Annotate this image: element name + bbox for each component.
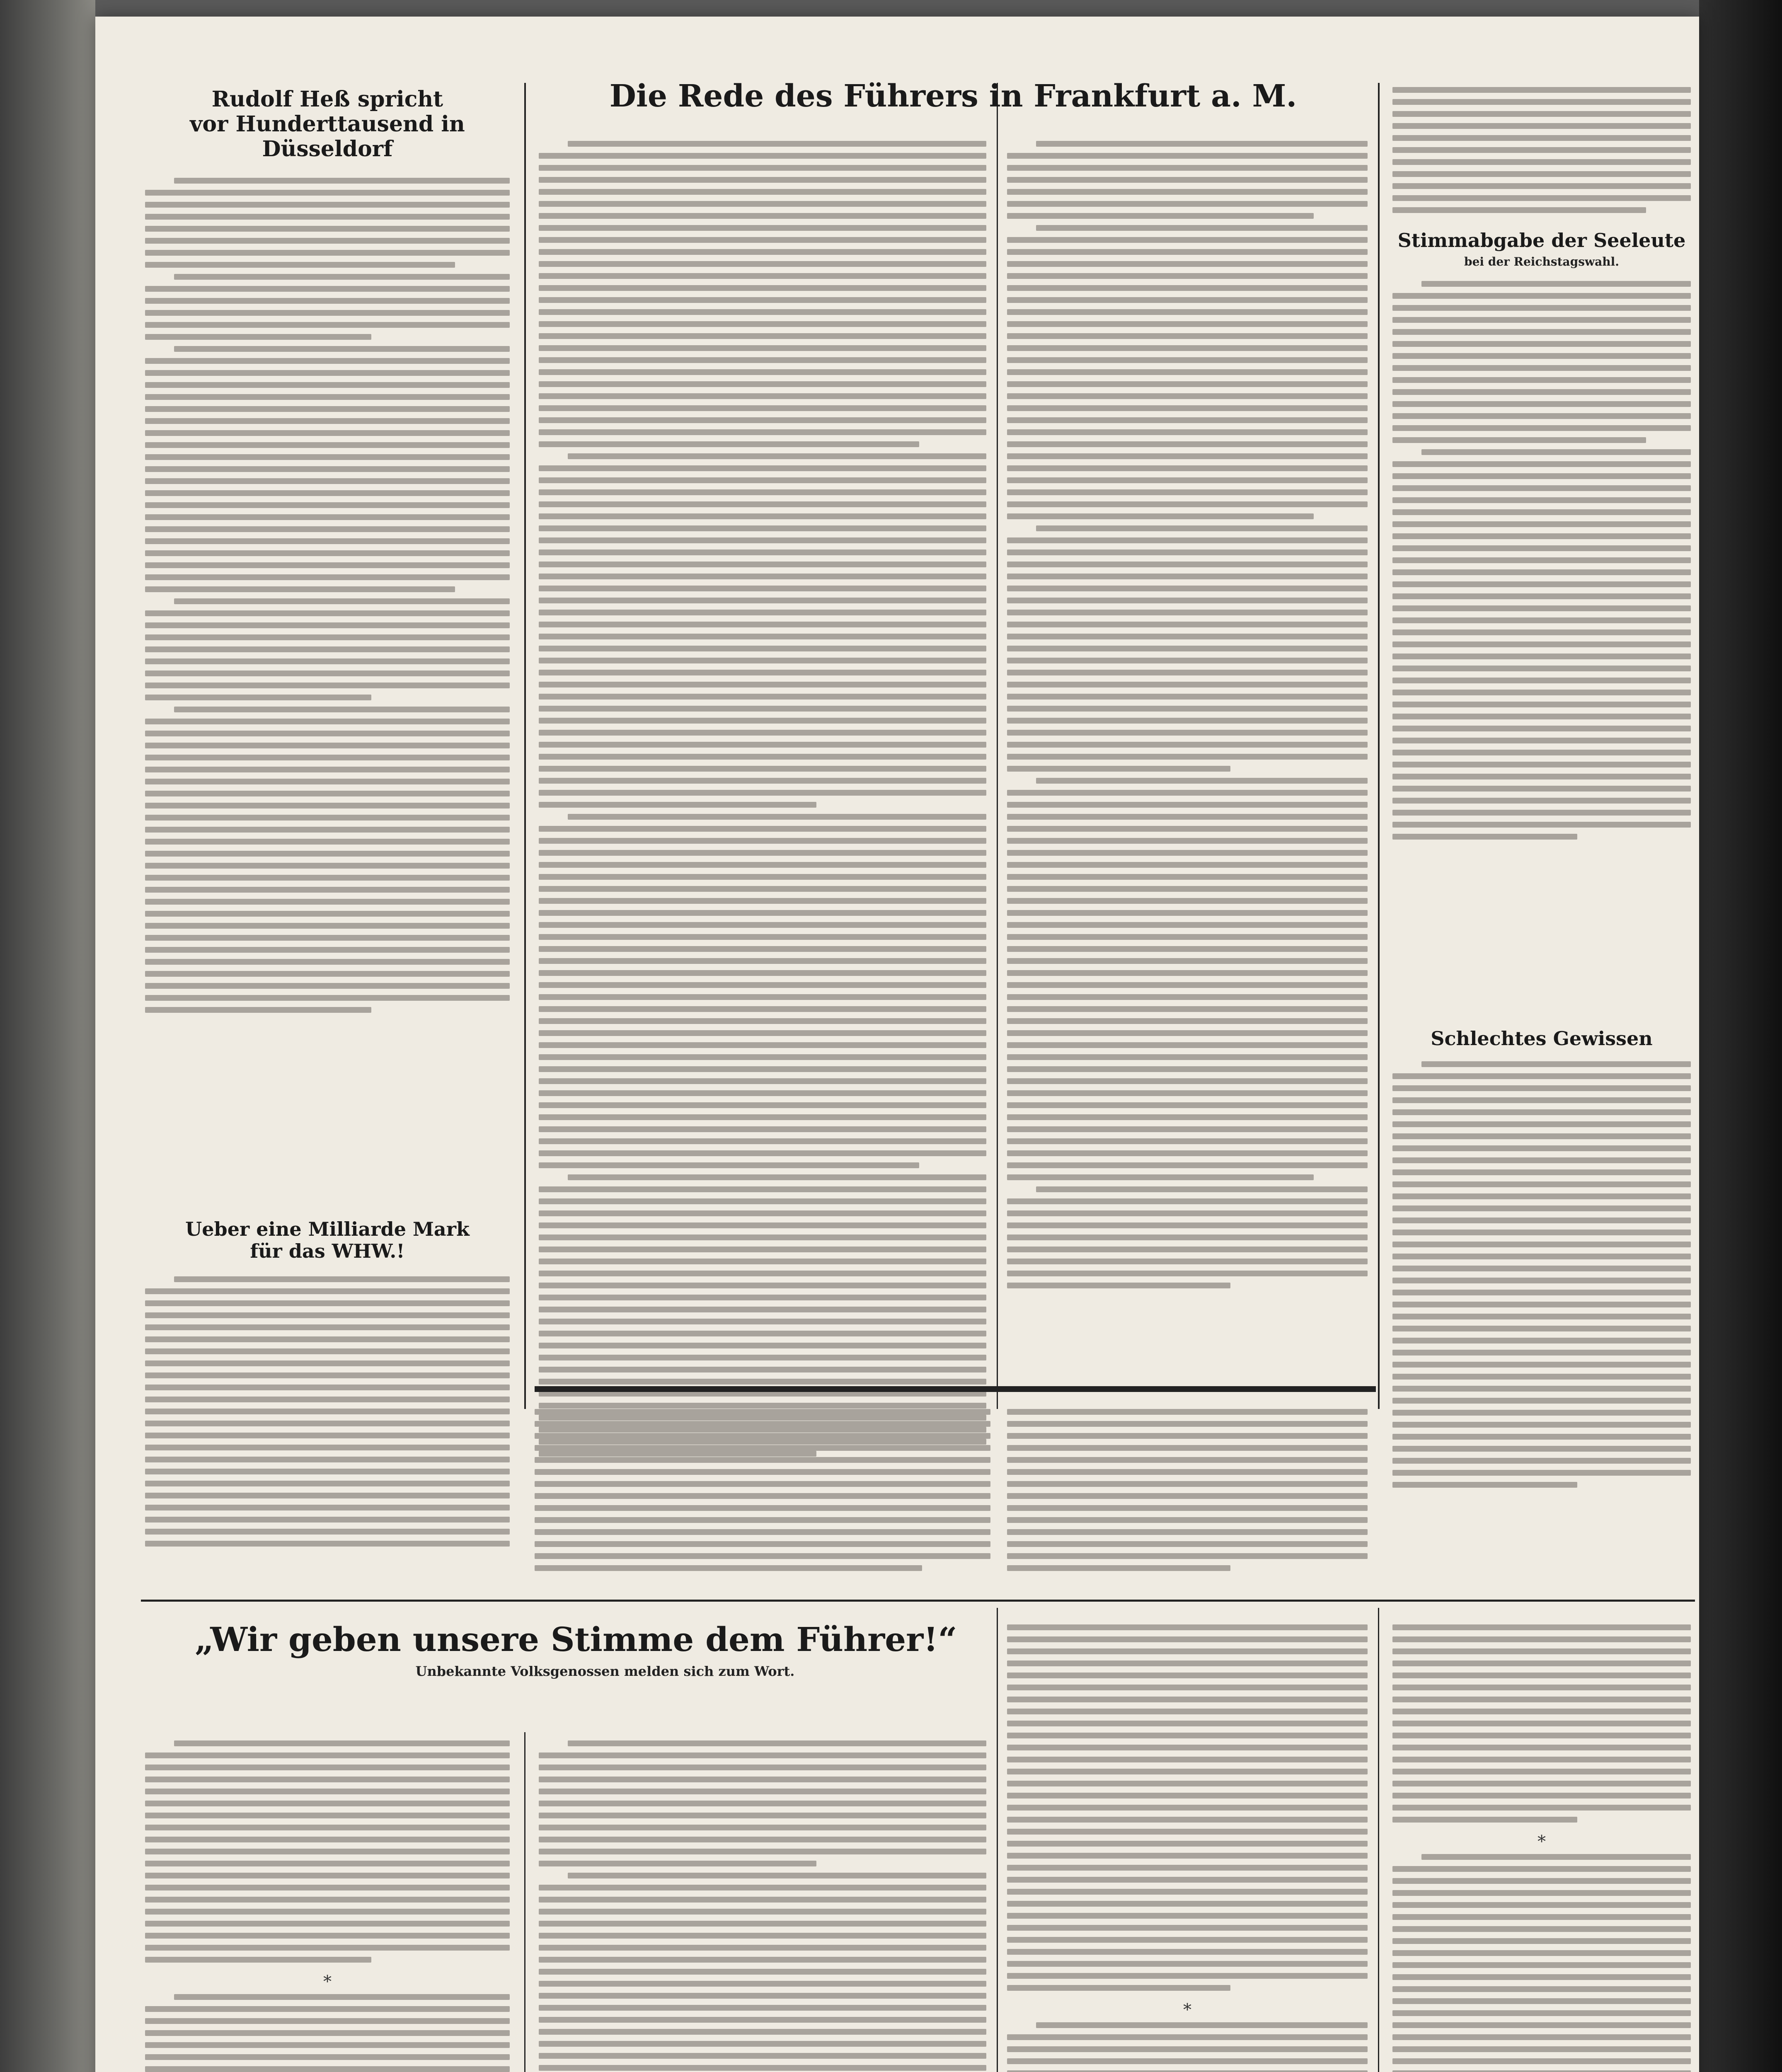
article-milliarde-continued bbox=[1007, 1409, 1368, 1571]
newspaper-page bbox=[95, 17, 1699, 2072]
column-divider bbox=[997, 1608, 998, 2072]
article-body bbox=[1392, 1061, 1691, 1488]
article-hess bbox=[145, 87, 510, 1013]
article-body bbox=[535, 1409, 990, 1571]
article-headline: „Wir geben unsere Stimme dem Führer!“ bbox=[195, 1620, 957, 1659]
section-rule bbox=[535, 1386, 1376, 1392]
column-divider bbox=[997, 83, 998, 1409]
column-divider bbox=[524, 1732, 525, 2072]
article-rede bbox=[539, 79, 1368, 131]
section-rule bbox=[141, 1600, 1695, 1602]
article-subheadline: bei der Reichstagswahl. bbox=[1464, 254, 1619, 269]
article-headline: Stimmabgabe der Seeleute bbox=[1397, 229, 1686, 252]
separator-star: ∗ bbox=[1182, 1997, 1193, 2016]
article-headline: Ueber eine Milliarde Mark bbox=[185, 1218, 470, 1240]
article-subheadline: Unbekannte Volksgenossen melden sich zum Wort. bbox=[415, 1663, 795, 1679]
book-spine bbox=[0, 0, 95, 2072]
article-rede-body-right bbox=[1007, 141, 1368, 1288]
article-body bbox=[145, 178, 510, 1013]
article-gewissen bbox=[1392, 1028, 1691, 1488]
article-body bbox=[1007, 141, 1368, 1288]
article-rede-body-left bbox=[539, 141, 986, 1457]
article-milliarde bbox=[145, 1218, 510, 1547]
article-body bbox=[1007, 1409, 1368, 1571]
separator-star: ∗ bbox=[1536, 1829, 1547, 1848]
book-edge bbox=[1699, 0, 1782, 2072]
article-stimme-body bbox=[145, 1740, 510, 2072]
article-headline: Rudolf Heß spricht bbox=[211, 87, 443, 112]
article-headline: Schlechtes Gewissen bbox=[1431, 1027, 1653, 1050]
column-divider bbox=[1378, 1608, 1379, 2072]
article-body bbox=[1392, 87, 1691, 213]
article-stimme bbox=[195, 1620, 1015, 1679]
column-divider bbox=[524, 83, 526, 1409]
article-body bbox=[1392, 281, 1691, 840]
article-headline: vor Hunderttausend in Düsseldorf bbox=[190, 111, 465, 162]
column-divider bbox=[1378, 83, 1380, 1409]
article-stimme-body bbox=[1007, 1624, 1368, 2072]
article-headline: Die Rede des Führers in Frankfurt a. M. bbox=[609, 78, 1297, 114]
article-milliarde-continued bbox=[535, 1409, 990, 1571]
article-stimme-body bbox=[539, 1740, 986, 2072]
article-body bbox=[145, 1276, 510, 1547]
article-body bbox=[539, 141, 986, 1457]
separator-star: ∗ bbox=[322, 1969, 333, 1988]
article-headline: für das WHW.! bbox=[250, 1239, 405, 1262]
article-seeleute bbox=[1392, 87, 1691, 840]
article-stimme-body bbox=[1392, 1624, 1691, 2072]
